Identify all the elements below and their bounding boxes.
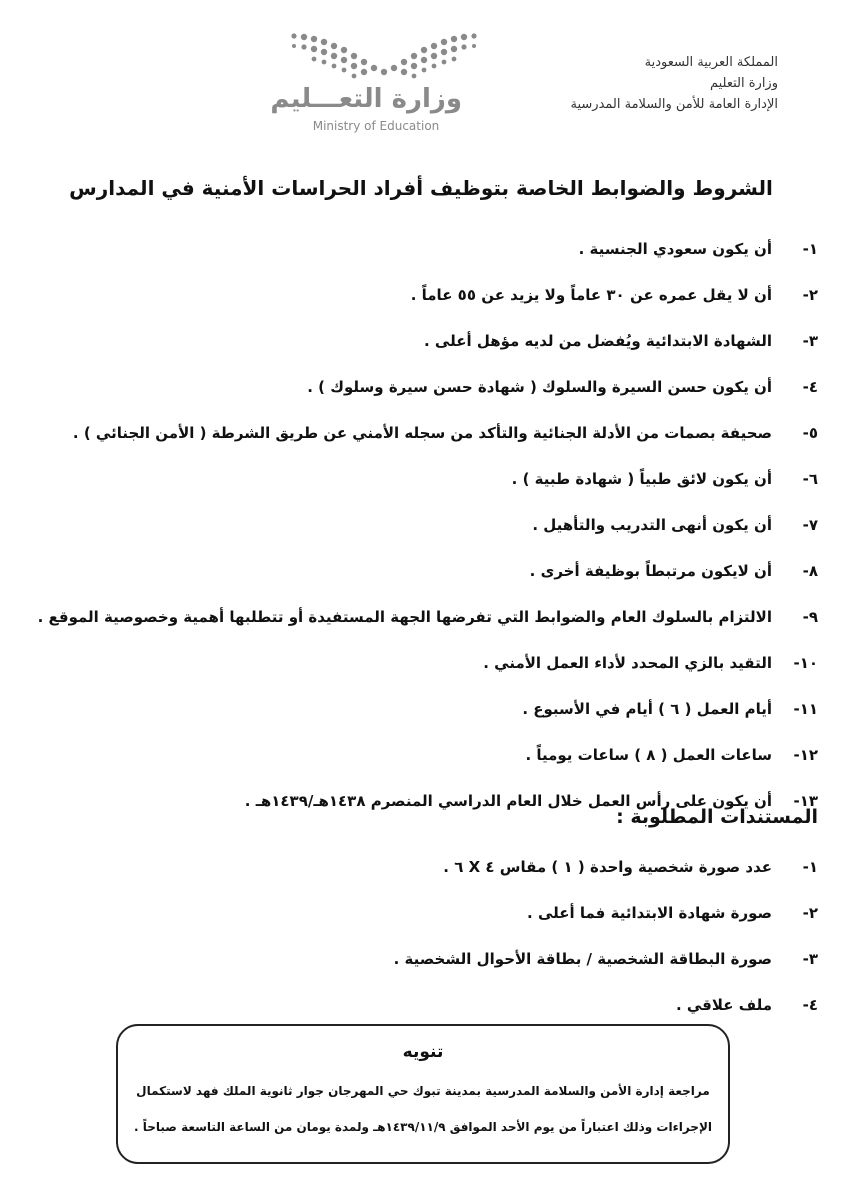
- item-number: ٦-: [802, 470, 818, 488]
- item-text: الشهادة الابتدائية ويُفضل من لديه مؤهل أعلى .: [423, 332, 772, 350]
- item-text: أن لايكون مرتبطاً بوظيفة أخرى .: [529, 562, 772, 580]
- item-text: أن لا يقل عمره عن ٣٠ عاماً ولا يزيد عن ٥٥ عاماً .: [410, 286, 772, 304]
- item-text: عدد صورة شخصية واحدة ( ١ ) مقاس ٤ X ٦ .: [443, 858, 772, 876]
- item-text: الالتزام بالسلوك العام والضوابط التي تفرضها الجهة المستفيدة أو تتطلبها أهمية وخصوصية الموقع .: [37, 608, 772, 626]
- item-text: أن يكون على رأس العمل خلال العام الدراسي المنصرم ١٤٣٨هـ/١٤٣٩هـ .: [244, 792, 772, 810]
- government-header: [478, 52, 778, 115]
- item-text: ملف علاقي .: [675, 996, 772, 1014]
- list-item: [14, 226, 818, 272]
- list-item: [14, 890, 818, 936]
- ministry-logo: [270, 28, 480, 138]
- item-number: ٩-: [802, 608, 818, 626]
- item-text: ساعات العمل ( ٨ ) ساعات يومياً .: [525, 746, 772, 764]
- documents-list: [14, 844, 818, 1028]
- list-item: [14, 982, 818, 1028]
- conditions-list: [14, 226, 818, 824]
- item-number: ٣-: [802, 950, 818, 968]
- list-item: [14, 364, 818, 410]
- item-number: ٤-: [802, 996, 818, 1014]
- item-number: ١١-: [793, 700, 818, 718]
- department-name: الإدارة العامة للأمن والسلامة المدرسية: [570, 97, 778, 112]
- list-item: [14, 272, 818, 318]
- item-number: ١٢-: [793, 746, 818, 764]
- list-item: [14, 502, 818, 548]
- list-item: [14, 594, 818, 640]
- item-number: ١٠-: [793, 654, 818, 672]
- list-item: [14, 318, 818, 364]
- kingdom-name: المملكة العربية السعودية: [644, 55, 778, 70]
- item-number: ٧-: [802, 516, 818, 534]
- list-item: [14, 548, 818, 594]
- note-box: [116, 1024, 730, 1164]
- list-item: [14, 686, 818, 732]
- item-number: ١٣-: [793, 792, 818, 810]
- list-item: [14, 844, 818, 890]
- note-text-line: الإجراءات وذلك اعتباراً من يوم الأحد الموافق ١٤٣٩/١١/٩هـ ولمدة يومان من الساعة التاسعة صباحاً .: [134, 1120, 712, 1134]
- note-title: تنويه: [402, 1042, 444, 1062]
- list-item: [14, 732, 818, 778]
- list-item: [14, 936, 818, 982]
- documents-heading: المستندات المطلوبة :: [616, 806, 818, 828]
- list-item: [14, 410, 818, 456]
- item-text: أن يكون لائق طبياً ( شهادة طبية ) .: [511, 470, 772, 488]
- item-number: ١-: [802, 240, 818, 258]
- item-number: ٢-: [802, 286, 818, 304]
- logo-dots-icon: [290, 28, 480, 80]
- item-text: أن يكون أنهى التدريب والتأهيل .: [532, 516, 772, 534]
- item-number: ٨-: [802, 562, 818, 580]
- document-title: الشروط والضوابط الخاصة بتوظيف أفراد الحراسات الأمنية في المدارس: [69, 176, 773, 200]
- item-number: ٥-: [802, 424, 818, 442]
- item-text: التقيد بالزي المحدد لأداء العمل الأمني .: [483, 654, 772, 672]
- item-text: صورة شهادة الابتدائية فما أعلى .: [527, 904, 772, 922]
- logo-arabic-text: وزارة التعـــليم: [270, 84, 462, 114]
- item-number: ٢-: [802, 904, 818, 922]
- item-number: ٤-: [802, 378, 818, 396]
- item-text: أن يكون سعودي الجنسية .: [578, 240, 772, 258]
- item-text: صورة البطاقة الشخصية / بطاقة الأحوال الشخصية .: [393, 950, 772, 968]
- item-text: أن يكون حسن السيرة والسلوك ( شهادة حسن سيرة وسلوك ) .: [307, 378, 772, 396]
- list-item: [14, 456, 818, 502]
- item-text: أيام العمل ( ٦ ) أيام في الأسبوع .: [522, 700, 772, 718]
- note-text-line: مراجعة إدارة الأمن والسلامة المدرسية بمدينة تبوك حي المهرجان جوار ثانوية الملك فهد لاستكمال: [136, 1084, 710, 1098]
- list-item: [14, 640, 818, 686]
- item-number: ٣-: [802, 332, 818, 350]
- item-number: ١-: [802, 858, 818, 876]
- ministry-name: وزارة التعليم: [709, 76, 778, 91]
- item-text: صحيفة بصمات من الأدلة الجنائية والتأكد من سجله الأمني عن طريق الشرطة ( الأمن الجنائي ) .: [72, 424, 772, 442]
- logo-english-text: Ministry of Education: [312, 119, 440, 133]
